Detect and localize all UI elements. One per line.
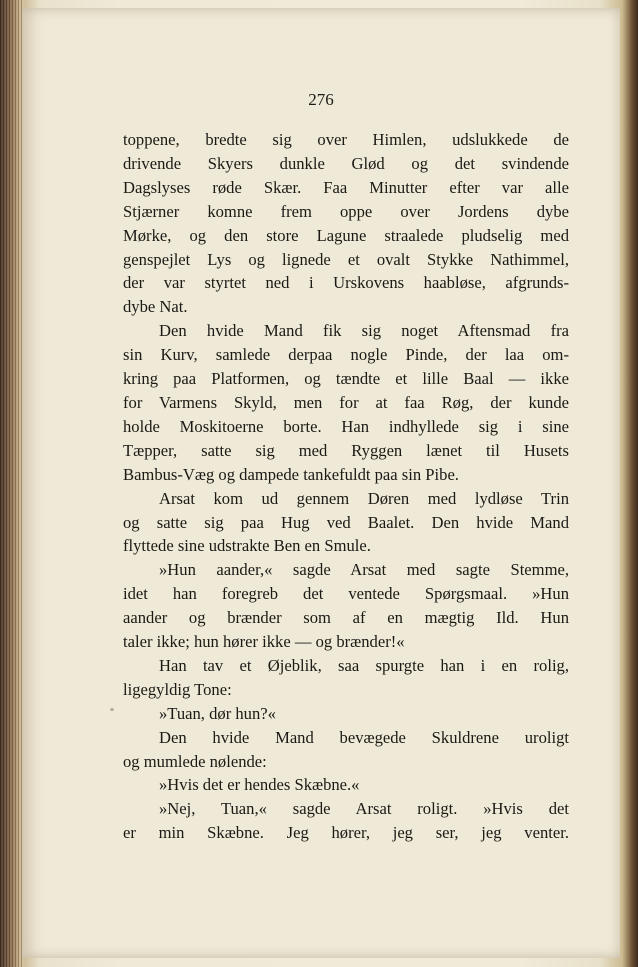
text-line: og mumlede nølende: (123, 751, 267, 771)
text-line: sin Kurv, samlede derpaa nogle Pinde, der laa om- (123, 345, 569, 365)
text-line: dybe Nat. (123, 297, 188, 317)
text-line: kring paa Platformen, og tændte et lille Baal — ikke (123, 369, 569, 389)
text-line: Tæpper, satte sig med Ryggen lænet til Husets (123, 440, 569, 460)
body-text (123, 128, 569, 845)
text-line: genspejlet Lys og lignede et ovalt Stykke Nathimmel, (123, 249, 569, 269)
text-line: aander og brænder som af en mægtig Ild. Hun (123, 608, 569, 628)
text-line: Bambus-Væg og dampede tankefuldt paa sin Pibe. (123, 464, 459, 484)
page-number: 276 (308, 90, 334, 109)
text-line: »Tuan, dør hun?« (159, 703, 276, 723)
text-line: Stjærner komne frem oppe over Jordens dybe (123, 201, 569, 221)
text-line: Han tav et Øjeblik, saa spurgte han i en rolig, (159, 655, 569, 675)
text-line: og satte sig paa Hug ved Baalet. Den hvide Mand (123, 512, 569, 532)
text-line: for Varmens Skyld, men for at faa Røg, der kunde (123, 392, 569, 412)
text-line: taler ikke; hun hører ikke — og brænder!« (123, 632, 405, 652)
text-line: toppene, bredte sig over Himlen, udslukkede de (123, 130, 569, 149)
text-line: »Hun aander,« sagde Arsat med sagte Stemme, (159, 560, 569, 580)
page-edges (0, 0, 24, 967)
text-line: flyttede sine udstrakte Ben en Smule. (123, 536, 371, 556)
text-line: idet han foregreb det ventede Spørgsmaal. »Hun (123, 584, 569, 604)
text-line: »Nej, Tuan,« sagde Arsat roligt. »Hvis det (159, 799, 569, 819)
text-line: Mørke, og den store Lagune straalede pludselig med (123, 225, 569, 245)
text-line: er min Skæbne. Jeg hører, jeg ser, jeg venter. (123, 823, 569, 843)
text-line: der var styrtet ned i Urskovens haabløse, afgrunds- (123, 273, 569, 293)
text-line: ligegyldig Tone: (123, 679, 232, 699)
text-line: Den hvide Mand fik sig noget Aftensmad fra (159, 321, 569, 341)
text-line: holde Moskitoerne borte. Han indhyllede sig i sine (123, 416, 569, 436)
text-line: drivende Skyers dunkle Glød og det svindende (123, 153, 569, 173)
text-line: Arsat kom ud gennem Døren med lydløse Trin (159, 488, 569, 508)
ink-speck (110, 708, 114, 711)
text-line: »Hvis det er hendes Skæbne.« (159, 775, 360, 795)
text-line: Den hvide Mand bevægede Skuldrene uroligt (159, 727, 569, 747)
text-line: Dagslyses røde Skær. Faa Minutter efter var alle (123, 177, 569, 197)
